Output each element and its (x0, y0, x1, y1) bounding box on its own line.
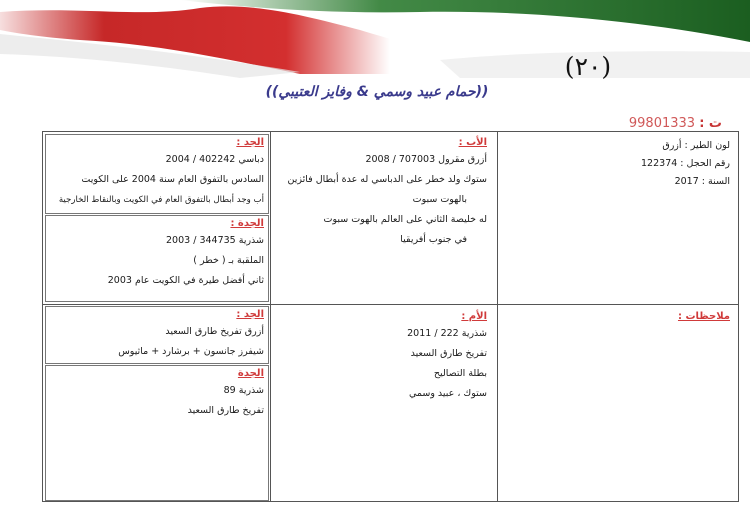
maternal-grandmother-line-2: تفريخ طارق السعيد (187, 405, 264, 416)
father-line-5: في جنوب أفريقيا (400, 234, 467, 245)
mother-line-3: بطلة التصاليح (433, 368, 487, 379)
phone-number (629, 116, 722, 131)
bird-ring-number: رقم الحجل : 122374 (641, 158, 730, 169)
paternal-grandfather-line-1: دباسي 402242 / 2004 (165, 154, 264, 165)
paternal-grandfather-line-3: أب وجد أبطال بالتفوق العام في الكويت وبالنقاط الخارجية (58, 195, 264, 205)
father-line-2: ستوك ولد خطر على الدباسي له عدة أبطال فائزين (287, 174, 487, 185)
paternal-grandfather-box (45, 134, 269, 214)
bird-color: لون الطير : أزرق (662, 140, 730, 151)
paternal-grandmother-line-1: شذرية 344735 / 2003 (166, 235, 264, 246)
maternal-grandfather-line-1: أزرق تفريخ طارق السعيد (165, 326, 264, 337)
paternal-grandmother-line-2: الملقبة بـ ( خطر ) (193, 255, 264, 266)
mother-line-2: تفريخ طارق السعيد (410, 348, 487, 359)
paternal-grandmother-line-3: ثاني أفضل طيرة في الكويت عام 2003 (107, 275, 264, 286)
maternal-grandmother-line-1: شذرية 89 (223, 385, 264, 396)
maternal-grandfather (46, 308, 264, 362)
father-line-3: بالهوت سبوت (412, 194, 467, 205)
mother-line-4: ستوك ، عبيد وسمي (408, 388, 487, 399)
paternal-grandfather-heading: الجد : (236, 137, 264, 148)
column-divider-right (497, 132, 498, 501)
paternal-grandmother (46, 217, 264, 291)
flag-graphic (0, 0, 750, 78)
mother-section (272, 310, 487, 404)
maternal-grandmother-heading: الجدة (237, 368, 264, 379)
mother-line-1: شذرية 222 / 2011 (407, 328, 487, 339)
phone-value: 99801333 (628, 116, 696, 131)
maternal-grandfather-box (45, 306, 269, 364)
notes-heading: ملاحظات : (677, 311, 730, 322)
row-divider (43, 304, 738, 305)
page-number: (٢٠) (564, 52, 612, 81)
bird-year: السنة : 2017 (674, 176, 730, 187)
father-line-1: أزرق مقرول 707003 / 2008 (365, 154, 487, 165)
maternal-grandmother-box (45, 365, 269, 501)
paternal-grandfather (46, 136, 264, 210)
bird-info (510, 136, 730, 192)
maternal-grandfather-heading: الجد : (236, 309, 264, 320)
father-section (272, 136, 487, 250)
paternal-grandmother-heading: الجدة : (230, 218, 264, 229)
pedigree-table (42, 131, 739, 502)
flag-banner (0, 0, 750, 78)
paternal-grandfather-line-2: السادس بالتفوق العام سنة 2004 على الكويت (81, 174, 264, 185)
maternal-grandfather-line-2: شيفرز جانسون + برشارد + ماثيوس (118, 346, 264, 357)
mother-heading: الأم : (461, 311, 487, 322)
father-line-4: له خليصة الثاني على العالم بالهوت سبوت (323, 214, 487, 225)
paternal-grandmother-box (45, 215, 269, 302)
notes-section (510, 310, 730, 324)
document-title: ((حمام عبيد وسمي & وفايز العتيبي)) (265, 84, 489, 100)
father-heading: الأب : (458, 137, 487, 148)
phone-label: ت : (699, 116, 722, 131)
column-divider-left (270, 132, 271, 501)
maternal-grandmother (46, 367, 264, 421)
